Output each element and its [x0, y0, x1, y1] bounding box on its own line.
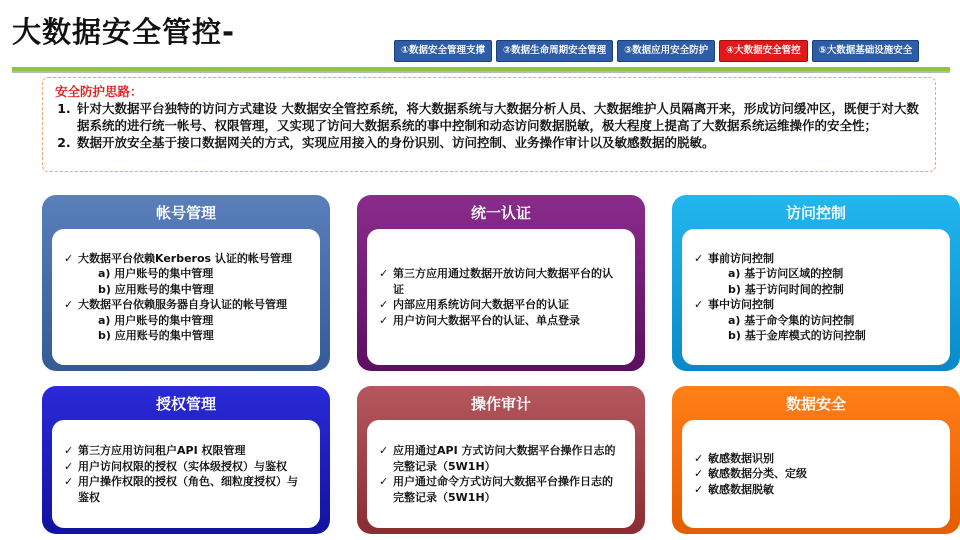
principles-box [42, 77, 936, 172]
card-line [379, 474, 623, 505]
check-icon: ✓ [694, 482, 704, 496]
card-line [64, 459, 308, 475]
tab-data-application[interactable]: ③数据应用安全防护 [617, 40, 715, 62]
card-line-text: 敏感数据分类、定级 [708, 467, 807, 481]
card-line [64, 297, 308, 313]
card-authorization [42, 386, 330, 534]
card-line [64, 474, 308, 505]
principles-heading: 安全防护思路： [55, 84, 143, 99]
card-line-text: 事中访问控制 [708, 298, 774, 311]
card-line: a) 基于访问区域的控制 [728, 267, 844, 280]
card-line-text: 大数据平台依赖服务器自身认证的帐号管理 [78, 298, 287, 311]
card-title: 帐号管理 [155, 204, 216, 222]
page-title: 大数据安全管控- [12, 15, 236, 49]
tab-bigdata-control[interactable]: ④大数据安全管控 [719, 40, 808, 62]
card-line-text: 敏感数据脱敏 [708, 482, 774, 496]
card-line [64, 443, 308, 459]
card-line: b) 应用账号的集中管理 [98, 282, 214, 296]
card-title: 数据安全 [785, 395, 846, 413]
check-icon: ✓ [64, 475, 74, 488]
card-access-control [672, 195, 960, 371]
check-icon: ✓ [694, 467, 704, 481]
card-line [694, 482, 938, 498]
card-body [682, 420, 950, 528]
card-line-text: 用户通过命令方式访问大数据平台操作日志的完整记录（5W1H） [393, 475, 613, 504]
card-title: 授权管理 [155, 395, 216, 413]
check-icon: ✓ [64, 251, 74, 265]
card-title: 访问控制 [785, 204, 846, 222]
check-icon: ✓ [64, 459, 74, 473]
card-line: a) 用户账号的集中管理 [98, 313, 214, 327]
card-line-text: 第三方应用通过数据开放访问大数据平台的认证 [393, 267, 613, 296]
check-icon: ✓ [694, 298, 704, 311]
card-line-text: 大数据平台依赖Kerberos 认证的帐号管理 [78, 251, 292, 265]
card-line: b) 基于访问时间的控制 [728, 282, 844, 296]
card-line: b) 应用账号的集中管理 [98, 329, 214, 342]
card-line [379, 443, 623, 474]
principle-item: 2. 数据开放安全基于接口数据网关的方式，实现应用接入的身份识别、访问控制、业务操作审计以及敏感数据的脱敏。 [75, 134, 923, 151]
card-line [379, 297, 623, 313]
check-icon: ✓ [379, 298, 389, 311]
card-line [694, 466, 938, 482]
card-unified-auth [357, 195, 645, 371]
card-line-text: 应用通过API 方式访问大数据平台操作日志的完整记录（5W1H） [393, 444, 616, 473]
principles-list [55, 100, 923, 151]
card-line: b) 基于金库模式的访问控制 [728, 329, 866, 342]
card-body [367, 229, 635, 365]
check-icon: ✓ [64, 444, 74, 457]
card-line-text: 敏感数据识别 [708, 451, 774, 465]
card-operation-audit [357, 386, 645, 534]
card-line [694, 451, 938, 467]
section-tabs [394, 40, 919, 62]
card-body [682, 229, 950, 365]
check-icon: ✓ [379, 313, 389, 327]
check-icon: ✓ [694, 451, 704, 465]
card-line [379, 266, 623, 297]
tab-infrastructure[interactable]: ⑤大数据基础设施安全 [812, 40, 920, 62]
check-icon: ✓ [379, 444, 389, 457]
card-line [64, 251, 308, 267]
card-body [367, 420, 635, 528]
card-line [379, 313, 623, 329]
check-icon: ✓ [694, 251, 704, 265]
card-line [694, 251, 938, 267]
card-data-security [672, 386, 960, 534]
card-line-text: 用户访问大数据平台的认证、单点登录 [393, 313, 580, 327]
card-line-text: 内部应用系统访问大数据平台的认证 [393, 298, 569, 311]
card-line-text: 第三方应用访问租户API 权限管理 [78, 444, 246, 457]
header-divider-shadow [12, 71, 950, 73]
card-title: 操作审计 [470, 395, 531, 413]
card-body [52, 229, 320, 365]
card-line-text: 事前访问控制 [708, 251, 774, 265]
card-body [52, 420, 320, 528]
card-title: 统一认证 [470, 204, 531, 222]
card-line: a) 用户账号的集中管理 [98, 267, 214, 280]
card-line-text: 用户访问权限的授权（实体级授权）与鉴权 [78, 459, 287, 473]
check-icon: ✓ [379, 475, 389, 488]
card-account-management [42, 195, 330, 371]
card-line: a) 基于命令集的访问控制 [728, 313, 855, 327]
card-line-text: 用户操作权限的授权（角色、细粒度授权）与鉴权 [78, 475, 298, 504]
card-line [694, 297, 938, 313]
check-icon: ✓ [64, 298, 74, 311]
tab-data-security-management[interactable]: ①数据安全管理支撑 [394, 40, 492, 62]
check-icon: ✓ [379, 267, 389, 280]
principle-item: 1. 针对大数据平台独特的访问方式建设 大数据安全管控系统，将大数据系统与大数据分析人员、大数据维护人员隔离开来，形成访问缓冲区，既便于对大数据系统的进行统一帐号、权限管理，又实现了访问大数据系统的事中控制和动态访问数据脱敏，极大程度上提高了大数据系统运维操作的安全性； [75, 100, 923, 134]
tab-data-lifecycle[interactable]: ②数据生命周期安全管理 [496, 40, 613, 62]
